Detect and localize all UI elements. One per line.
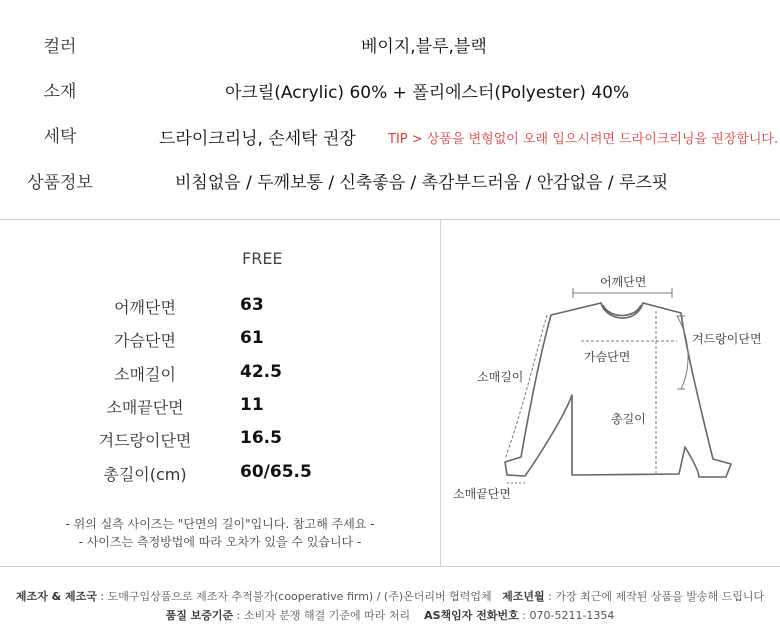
date-value: : 가장 최근에 제작된 상품을 발송해 드립니다 [548, 590, 765, 603]
wash-label: 세탁 [43, 127, 77, 147]
wash-value: 드라이크리닝, 손세탁 권장 [159, 129, 356, 149]
size-row-label: 겨드랑이단면 [98, 431, 192, 450]
product-info-section [0, 0, 780, 219]
size-row-shoulder [60, 295, 340, 325]
size-note-2: - 사이즈는 측정방법에 따라 오차가 있을 수 있습니다 - [78, 535, 362, 549]
warranty-label: 품질 보증기준 [165, 609, 234, 622]
diagram-length-label: 총길이 [611, 412, 646, 426]
size-row-cuff [60, 395, 340, 425]
footer-line-1 [0, 588, 780, 604]
size-row-label: 가슴단면 [114, 331, 176, 350]
size-row-value: 42.5 [240, 362, 282, 382]
size-table [0, 219, 440, 566]
size-row-value: 61 [240, 328, 264, 348]
diagram-shoulder-label: 어깨단면 [600, 275, 647, 289]
diagram-sleeve-label: 소매길이 [477, 370, 524, 384]
size-row-label: 소매끝단면 [106, 398, 184, 417]
as-label: AS책임자 전화번호 [424, 609, 519, 622]
size-row-label: 어깨단면 [114, 298, 176, 317]
maker-label: 제조자 & 제조국 [15, 590, 97, 603]
footer [0, 567, 780, 640]
detail-value: 비침없음 / 두께보통 / 신축좋음 / 촉감부드러움 / 안감없음 / 루즈핏 [175, 173, 669, 193]
size-row-chest [60, 328, 340, 358]
size-row-length [60, 462, 340, 492]
size-row-value: 60/65.5 [240, 462, 312, 482]
warranty-value: : 소비자 분쟁 해결 기준에 따라 처리 [236, 609, 411, 622]
size-row-value: 63 [240, 295, 264, 315]
size-row-value: 11 [240, 395, 264, 415]
material-value: 아크릴(Acrylic) 60% + 폴리에스터(Polyester) 40% [225, 83, 630, 103]
detail-label: 상품정보 [27, 173, 93, 193]
size-row-value: 16.5 [240, 428, 282, 448]
garment-diagram [441, 219, 780, 566]
size-row-label: 총길이(cm) [103, 465, 187, 484]
size-row-armpit [60, 428, 340, 458]
size-row-sleeve [60, 362, 340, 392]
color-value: 베이지,블루,블랙 [361, 37, 487, 57]
size-row-label: 소매길이 [114, 365, 176, 384]
sweater-outline-drawing [441, 219, 780, 566]
diagram-armpit-label: 겨드랑이단면 [692, 332, 762, 346]
size-name: FREE [242, 249, 283, 268]
diagram-cuff-label: 소매끝단면 [453, 487, 511, 501]
date-label: 제조년월 [502, 590, 545, 603]
diagram-chest-label: 가슴단면 [584, 350, 631, 364]
wash-tip: TIP > 상품을 변형없이 오래 입으시려면 드라이크리닝을 권장합니다. [388, 132, 779, 147]
as-value: : 070-5211-1354 [522, 609, 615, 622]
size-note-1: - 위의 실측 사이즈는 "단면의 길이"입니다. 참고해 주세요 - [65, 517, 375, 531]
maker-value: : 도매구입상품으로 제조자 추적불가(cooperative firm) / (주)온더리버 협력업체 [100, 590, 492, 603]
material-label: 소재 [43, 82, 77, 102]
color-label: 컬러 [43, 37, 77, 57]
footer-line-2 [0, 607, 780, 623]
